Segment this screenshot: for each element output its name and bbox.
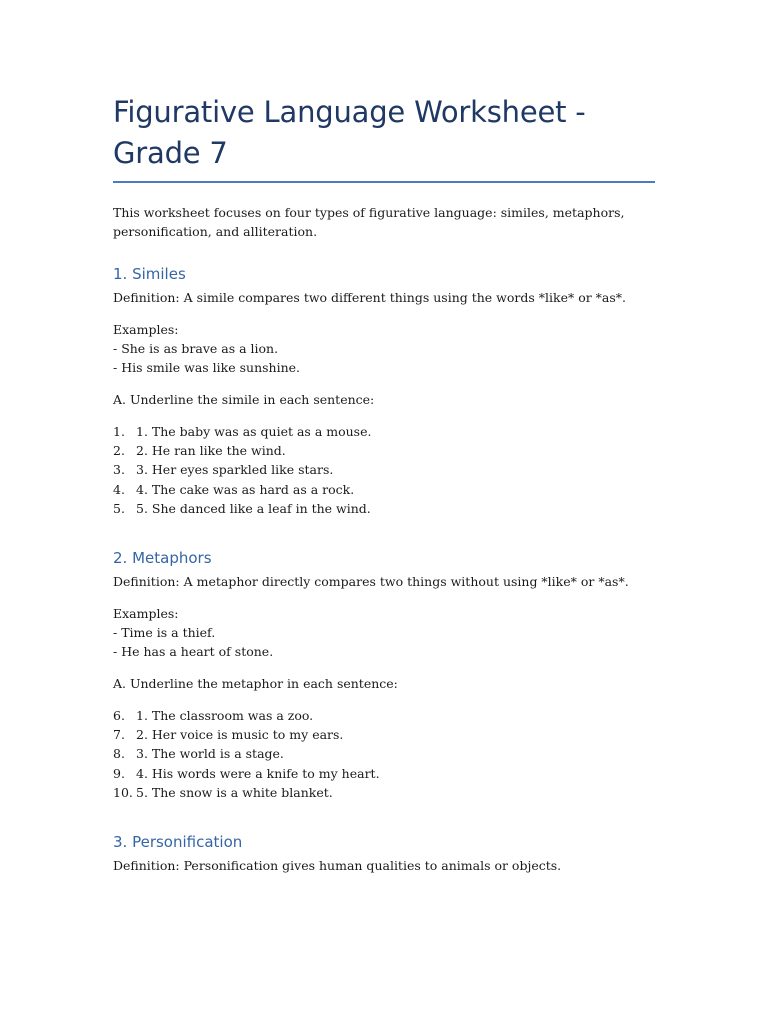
definition-metaphors: Definition: A metaphor directly compares two things without using *like* or *as*. (113, 574, 629, 590)
list-item (113, 725, 655, 744)
example-item: - He has a heart of stone. (113, 644, 274, 660)
intro-paragraph: This worksheet focuses on four types of figurative language: similes, metaphors, personification, and alliteration. (113, 205, 625, 239)
list-item-text: 5. The snow is a white blanket. (136, 784, 333, 800)
list-item-number: 1. (113, 424, 125, 439)
section-heading-similes: 1. Similes (113, 265, 186, 283)
list-item-number: 9. (113, 765, 125, 781)
section-heading-personification: 3. Personification (113, 833, 243, 852)
list-item-text: 1. The baby was as quiet as a mouse. (136, 424, 372, 439)
exercise-list-similes (113, 422, 655, 518)
list-item-number: 3. (113, 462, 125, 478)
definition-personification: Definition: Personification gives human qualities to animals or objects. (113, 858, 562, 874)
list-item (113, 480, 655, 499)
list-item-text: 1. The classroom was a zoo. (136, 708, 314, 724)
examples-label: Examples: (113, 322, 179, 337)
list-item (113, 499, 655, 518)
list-item (113, 706, 655, 725)
list-item-text: 3. Her eyes sparkled like stars. (136, 462, 334, 478)
section-similes (113, 264, 655, 518)
list-item-number: 6. (113, 708, 125, 724)
list-item (113, 422, 655, 441)
examples-label: Examples: (113, 606, 179, 622)
list-item-number: 5. (113, 500, 125, 516)
example-item: - His smile was like sunshine. (113, 360, 300, 375)
section-metaphors (113, 548, 655, 802)
section-heading-metaphors: 2. Metaphors (113, 549, 212, 568)
list-item-number: 10. (113, 784, 133, 800)
examples-similes (113, 320, 655, 377)
list-item-number: 2. (113, 443, 125, 459)
list-item (113, 764, 655, 783)
exercise-list-metaphors (113, 706, 655, 802)
list-item (113, 460, 655, 479)
section-personification (113, 832, 655, 875)
list-item-text: 4. The cake was as hard as a rock. (136, 481, 355, 497)
worksheet-page (113, 92, 655, 875)
page-title: Figurative Language Worksheet - Grade 7 (113, 92, 655, 183)
instruction-similes: A. Underline the simile in each sentence: (113, 392, 375, 407)
list-item (113, 441, 655, 460)
list-item-text: 5. She danced like a leaf in the wind. (136, 500, 371, 516)
definition-similes: Definition: A simile compares two different things using the words *like* or *as*. (113, 290, 627, 305)
examples-metaphors (113, 604, 655, 661)
example-item: - She is as brave as a lion. (113, 341, 279, 356)
example-item: - Time is a thief. (113, 625, 216, 641)
list-item-text: 2. Her voice is music to my ears. (136, 727, 344, 743)
list-item (113, 744, 655, 763)
list-item-text: 3. The world is a stage. (136, 746, 284, 762)
list-item-number: 7. (113, 727, 125, 743)
list-item-number: 4. (113, 481, 125, 497)
list-item (113, 783, 655, 802)
list-item-number: 8. (113, 746, 125, 762)
list-item-text: 4. His words were a knife to my heart. (136, 765, 380, 781)
list-item-text: 2. He ran like the wind. (136, 443, 286, 459)
instruction-metaphors: A. Underline the metaphor in each sentence: (113, 676, 398, 692)
